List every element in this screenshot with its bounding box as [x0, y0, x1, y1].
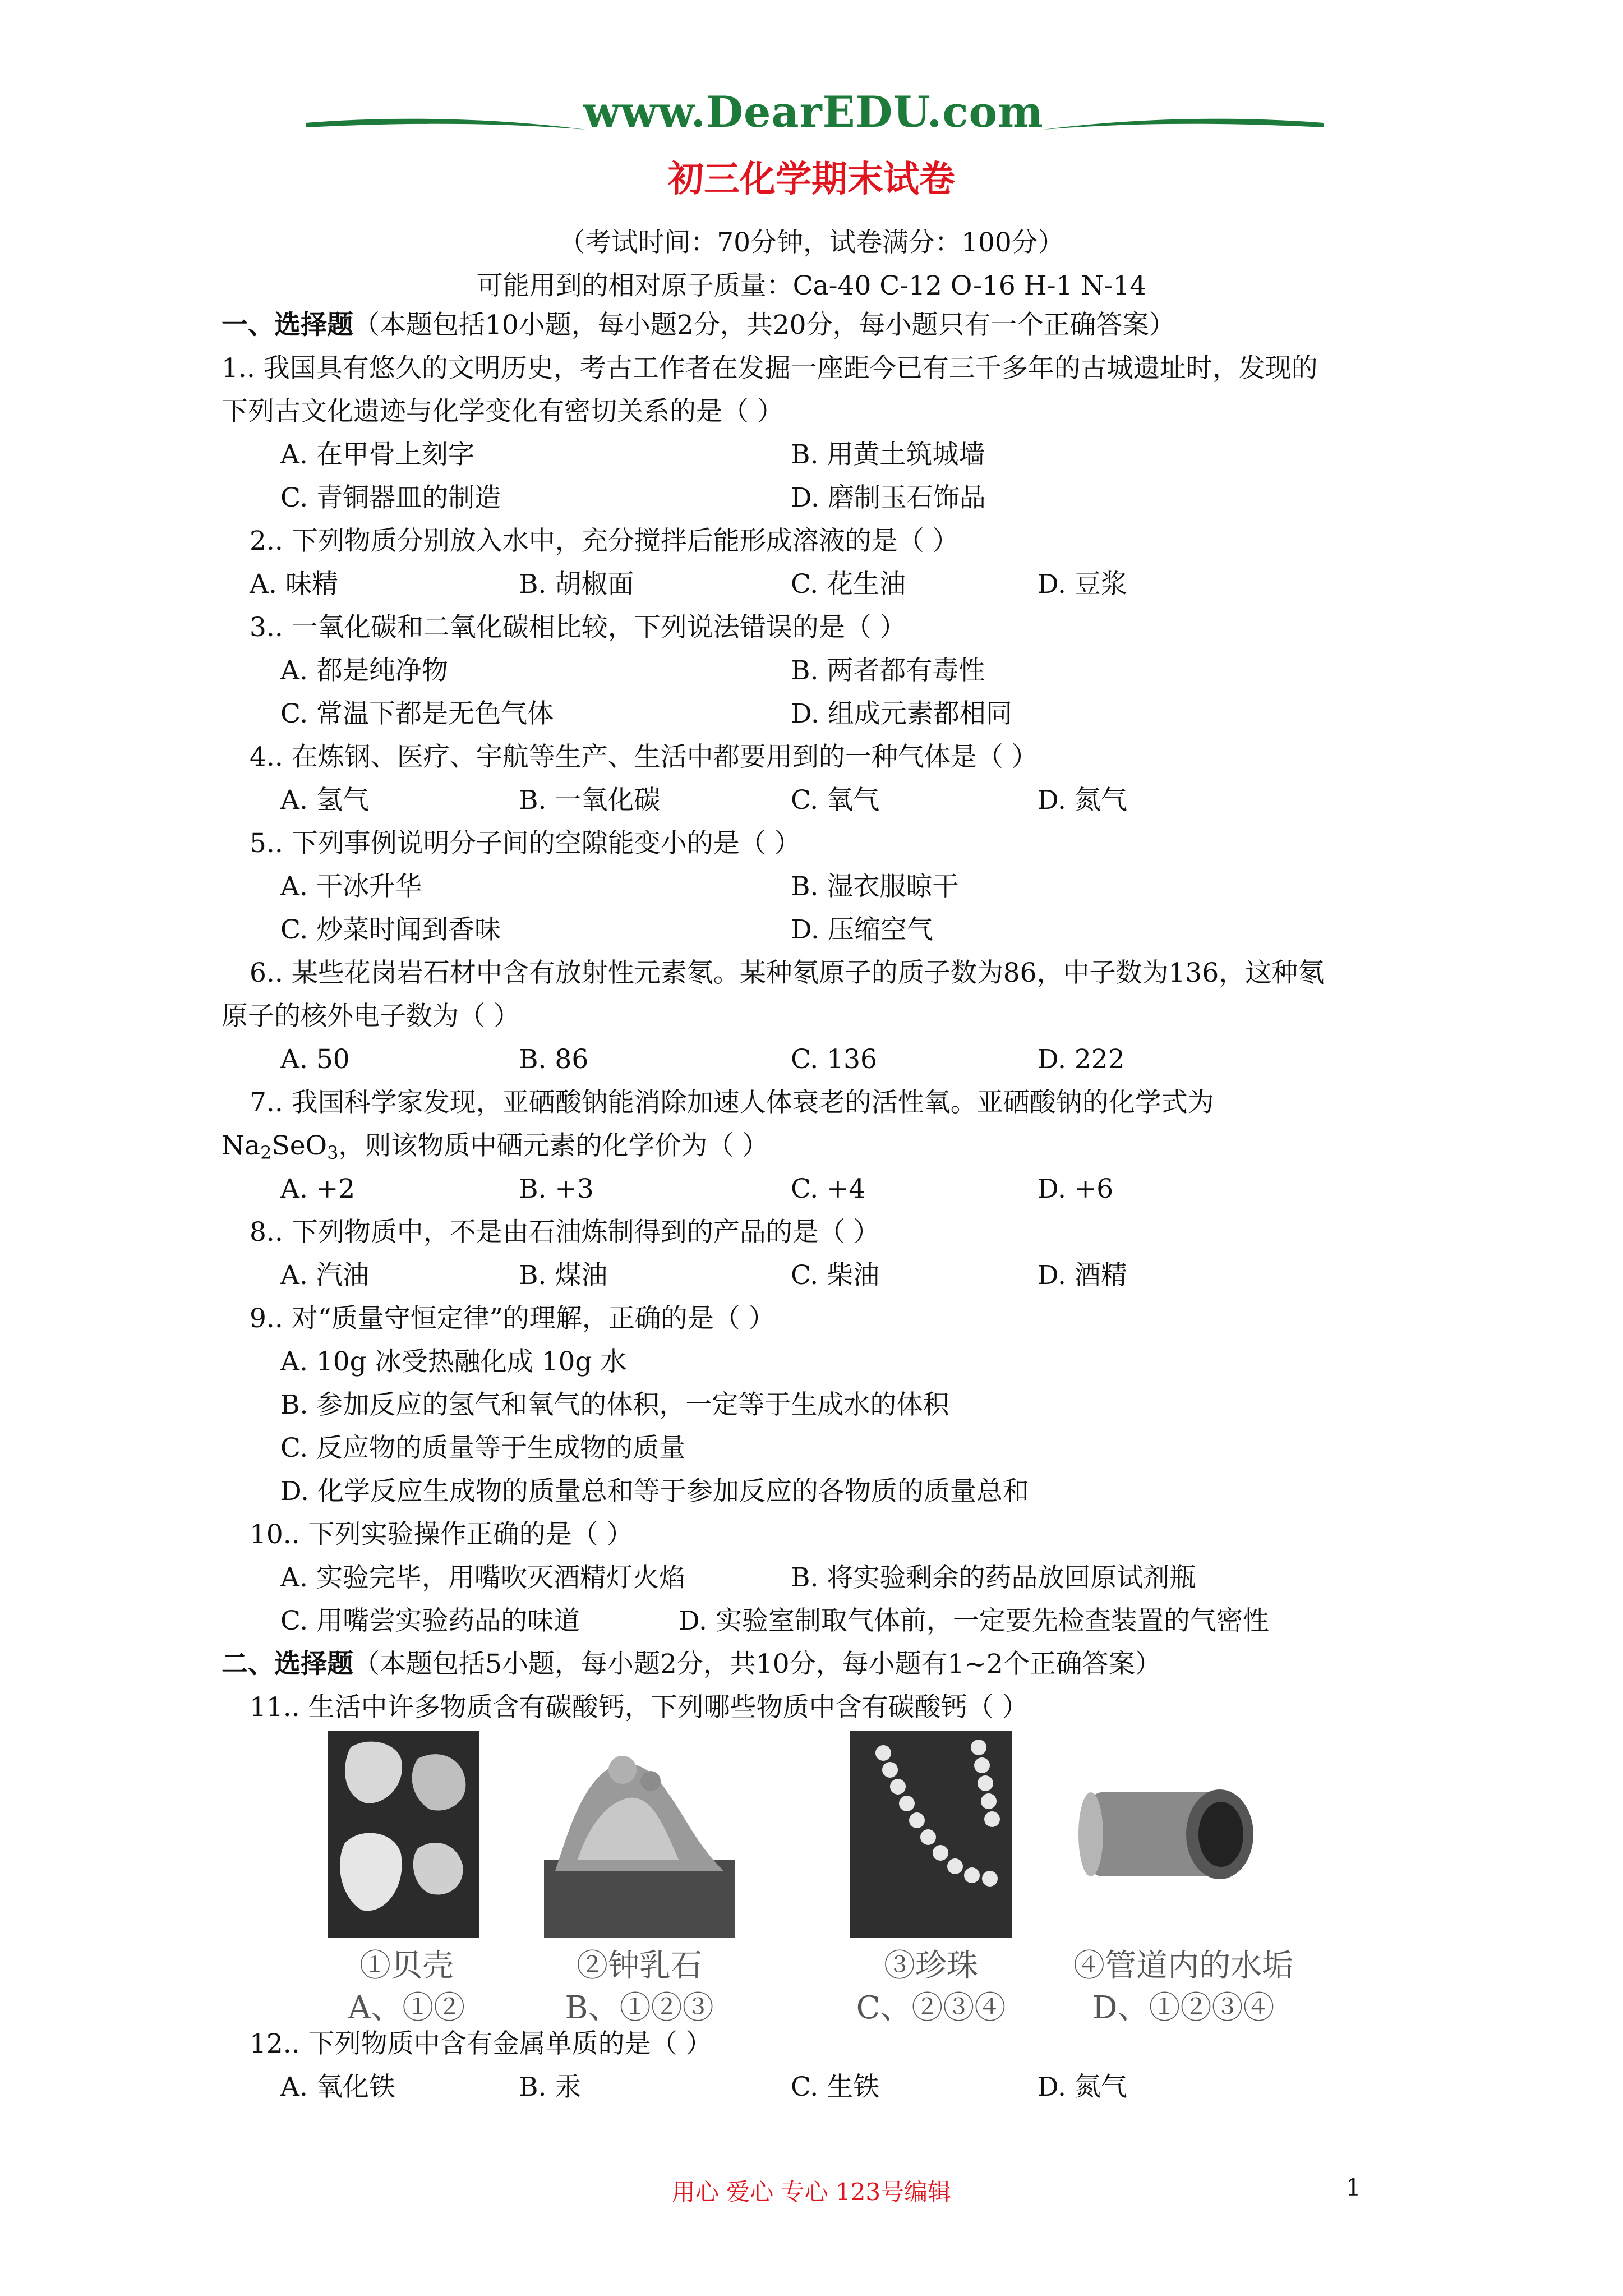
- q6-stem-line1: 6.. 某些花岗岩石材中含有放射性元素氡。某种氡原子的质子数为86，中子数为136，这种氡: [250, 958, 1325, 988]
- q2-option-d: D. 豆浆: [1038, 569, 1127, 600]
- q5-option-d: D. 压缩空气: [791, 914, 933, 945]
- q3-option-c: C. 常温下都是无色气体: [280, 698, 554, 729]
- q3-option-b: B. 两者都有毒性: [791, 655, 985, 686]
- q5-option-c: C. 炒菜时闻到香味: [280, 914, 501, 945]
- section1-header: [222, 309, 1175, 342]
- q7-option-c: C. +4: [791, 1174, 866, 1204]
- q8-option-c: C. 柴油: [791, 1260, 880, 1291]
- page-title: 初三化学期末试卷: [668, 158, 955, 200]
- q7-option-a: A. +2: [280, 1174, 356, 1204]
- q3-stem: 3.. 一氧化碳和二氧化碳相比较，下列说法错误的是（ ）: [250, 612, 906, 643]
- q7-option-d: D. +6: [1038, 1174, 1114, 1204]
- q11-picture-1-label: ①贝壳: [359, 1948, 454, 1984]
- section2-note: （本题包括5小题，每小题2分，共10分，每小题有1~2个正确答案）: [353, 1649, 1161, 1680]
- q8-option-b: B. 煤油: [519, 1260, 608, 1291]
- q8-stem: 8.. 下列物质中，不是由石油炼制得到的产品的是（ ）: [250, 1217, 880, 1248]
- q8-option-a: A. 汽油: [280, 1260, 369, 1291]
- q11-option-d: D、①②③④: [1092, 1990, 1275, 2026]
- q1-option-c: C. 青铜器皿的制造: [280, 482, 501, 513]
- q8-option-d: D. 酒精: [1038, 1260, 1127, 1291]
- page-footer: 用心 爱心 专心 123号编辑: [671, 2178, 952, 2206]
- site-logo-text[interactable]: www.DearEDU.com: [583, 87, 1044, 137]
- green-swoosh-right-icon: [1043, 115, 1324, 137]
- q7-stem-line1: 7.. 我国科学家发现，亚硒酸钠能消除加速人体衰老的活性氧。亚硒酸钠的化学式为: [250, 1087, 1214, 1118]
- q12-option-c: C. 生铁: [791, 2072, 880, 2102]
- atomic-masses: 可能用到的相对原子质量：Ca-40 C-12 O-16 H-1 N-14: [476, 270, 1147, 301]
- q2-option-b: B. 胡椒面: [519, 569, 634, 600]
- q7-stem-rest: ，则该物质中硒元素的化学价为（ ）: [338, 1130, 769, 1161]
- q11-option-a: A、①②: [348, 1990, 465, 2026]
- q4-option-c: C. 氧气: [791, 785, 880, 816]
- q12-stem: 12.. 下列物质中含有金属单质的是（ ）: [250, 2028, 712, 2059]
- section2-heading: 二、选择题: [222, 1649, 353, 1680]
- q9-stem: 9.. 对“质量守恒定律”的理解，正确的是（ ）: [250, 1303, 775, 1334]
- seashells-icon: [328, 1731, 479, 1938]
- q4-stem: 4.. 在炼钢、医疗、宇航等生产、生活中都要用到的一种气体是（ ）: [250, 742, 1038, 772]
- q2-stem: 2.. 下列物质分别放入水中，充分搅拌后能形成溶液的是（ ）: [250, 526, 959, 556]
- q11-picture-2-label: ②钟乳石: [577, 1948, 702, 1984]
- q3-option-d: D. 组成元素都相同: [791, 698, 1012, 729]
- q10-option-a: A. 实验完毕，用嘴吹灭酒精灯火焰: [280, 1562, 685, 1593]
- section2-header: [222, 1648, 1161, 1681]
- section1-heading: 一、选择题: [222, 310, 353, 341]
- q9-option-b: B. 参加反应的氢气和氧气的体积，一定等于生成水的体积: [280, 1389, 949, 1420]
- q4-option-a: A. 氢气: [280, 785, 369, 816]
- q3-option-a: A. 都是纯净物: [280, 655, 448, 686]
- q7-stem-line2: [222, 1129, 768, 1170]
- q1-stem-line1: 1.. 我国具有悠久的文明历史，考古工作者在发掘一座距今已有三千多年的古城遗址时，发现的: [222, 353, 1318, 384]
- q9-option-d: D. 化学反应生成物的质量总和等于参加反应的各物质的质量总和: [280, 1476, 1029, 1507]
- q6-option-a: A. 50: [280, 1044, 350, 1075]
- q9-option-c: C. 反应物的质量等于生成物的质量: [280, 1433, 686, 1464]
- q7-formula-sub2: 2: [260, 1142, 272, 1163]
- pearl-necklace-icon: [850, 1731, 1012, 1938]
- q7-formula-na: Na: [222, 1130, 261, 1161]
- stalactite-icon: [544, 1731, 735, 1938]
- q4-option-b: B. 一氧化碳: [519, 785, 661, 816]
- section1-note: （本题包括10小题，每小题2分，共20分，每小题只有一个正确答案）: [353, 310, 1175, 341]
- q11-option-b: B、①②③: [565, 1990, 714, 2026]
- q11-stem: 11.. 生活中许多物质含有碳酸钙，下列哪些物质中含有碳酸钙（ ）: [250, 1692, 1029, 1723]
- q9-option-a: A. 10g 冰受热融化成 10g 水: [280, 1346, 627, 1377]
- site-header: [0, 87, 1623, 160]
- q5-stem: 5.. 下列事例说明分子间的空隙能变小的是（ ）: [250, 828, 801, 859]
- q4-option-d: D. 氮气: [1038, 785, 1127, 816]
- q6-option-b: B. 86: [519, 1044, 589, 1075]
- q1-option-a: A. 在甲骨上刻字: [280, 439, 474, 470]
- q11-picture-4-label: ④管道内的水垢: [1073, 1948, 1293, 1984]
- q2-option-a: A. 味精: [250, 569, 338, 600]
- q5-option-a: A. 干冰升华: [280, 871, 422, 902]
- exam-info: （考试时间：70分钟，试卷满分：100分）: [559, 227, 1064, 258]
- q12-option-d: D. 氮气: [1038, 2072, 1127, 2102]
- page-number: 1: [1346, 2174, 1361, 2201]
- q11-picture-3-label: ③珍珠: [884, 1948, 978, 1984]
- q12-option-b: B. 汞: [519, 2072, 582, 2102]
- q7-option-b: B. +3: [519, 1174, 594, 1204]
- q5-option-b: B. 湿衣服晾干: [791, 871, 959, 902]
- q6-option-c: C. 136: [791, 1044, 877, 1075]
- q6-stem-line2: 原子的核外电子数为（ ）: [222, 1001, 520, 1032]
- q12-option-a: A. 氧化铁: [280, 2072, 395, 2102]
- q6-option-d: D. 222: [1038, 1044, 1125, 1075]
- q1-option-b: B. 用黄土筑城墙: [791, 439, 985, 470]
- q10-stem: 10.. 下列实验操作正确的是（ ）: [250, 1519, 633, 1550]
- green-swoosh-left-icon: [306, 115, 586, 137]
- q1-stem-line2: 下列古文化遗迹与化学变化有密切关系的是（ ）: [222, 396, 783, 427]
- q10-option-d: D. 实验室制取气体前，一定要先检查装置的气密性: [679, 1605, 1269, 1636]
- q7-formula-seo: SeO: [271, 1130, 328, 1161]
- q7-formula-sub3: 3: [327, 1142, 339, 1163]
- q11-option-c: C、②③④: [856, 1990, 1006, 2026]
- q2-option-c: C. 花生油: [791, 569, 906, 600]
- pipe-scale-icon: [1074, 1731, 1265, 1938]
- q1-option-d: D. 磨制玉石饰品: [791, 482, 986, 513]
- q10-option-c: C. 用嘴尝实验药品的味道: [280, 1605, 580, 1636]
- q10-option-b: B. 将实验剩余的药品放回原试剂瓶: [791, 1562, 1196, 1593]
